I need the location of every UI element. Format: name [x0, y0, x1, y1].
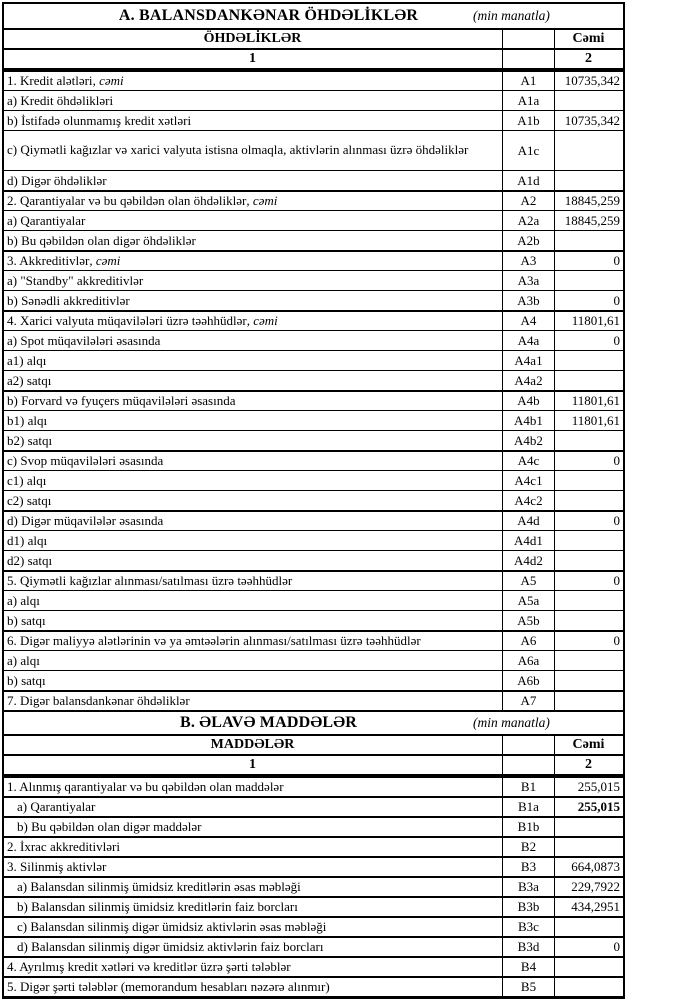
row-label: b1) alqı [4, 411, 503, 430]
row-label: c) Balansdan silinmiş digər ümidsiz aktivlərin əsas məbləği [4, 918, 503, 936]
section-b-title-row [4, 710, 623, 736]
section-b-column-number-row [4, 756, 623, 776]
table-row [4, 976, 623, 996]
section-a-code-header [503, 30, 555, 48]
row-label: d2) satqı [4, 551, 503, 570]
table-row [4, 130, 623, 170]
row-code: A4a1 [503, 351, 555, 370]
row-code: B5 [503, 978, 555, 996]
table-row [4, 956, 623, 976]
table-row [4, 670, 623, 690]
table-row [4, 836, 623, 856]
row-code: A7 [503, 692, 555, 710]
row-code: A6b [503, 671, 555, 690]
row-label: 6. Digər maliyyə alətlərinin və ya əmtəələrin alınması/satılması üzrə təəhhüdlər [4, 632, 503, 650]
row-total-value: 0 [613, 332, 620, 348]
row-total-value [555, 531, 623, 550]
row-code: A3b [503, 291, 555, 310]
row-code: A4d [503, 512, 555, 530]
row-code: B3b [503, 898, 555, 916]
row-label: b) Balansdan silinmiş ümidsiz kreditlərin faiz borcları [4, 898, 503, 916]
table-row [4, 250, 623, 270]
table-row [4, 936, 623, 956]
section-b-code-col-num [503, 756, 555, 774]
row-code: B1a [503, 798, 555, 816]
table-row [4, 450, 623, 470]
table-row [4, 350, 623, 370]
row-label: 7. Digər balansdankənar öhdəliklər [4, 692, 503, 710]
row-total-value: 10735,342 [564, 112, 620, 128]
row-code: A4c2 [503, 491, 555, 510]
table-row [4, 796, 623, 816]
row-total-value [555, 838, 623, 856]
row-total-value: 18845,259 [564, 193, 620, 208]
row-total-value [555, 131, 623, 170]
row-total-value: 434,2951 [571, 899, 620, 914]
row-label: a) "Standby" akkreditivlər [4, 271, 503, 290]
row-label: b) Forvard və fyuçers müqavilələri əsasında [4, 392, 503, 410]
table-row [4, 310, 623, 330]
row-total-value: 0 [613, 939, 620, 954]
row-label: d) Digər öhdəliklər [4, 171, 503, 190]
row-code: A5a [503, 591, 555, 610]
row-total-value: 0 [613, 513, 620, 528]
row-label: 4. Xarici valyuta müqavilələri üzrə təəhhüdlər , cəmi [4, 312, 503, 330]
section-a-unit-note: (min manatla) [473, 8, 550, 23]
row-label: b2) satqı [4, 431, 503, 450]
row-total-value: 255,015 [577, 799, 620, 814]
table-row [4, 816, 623, 836]
table-row [4, 110, 623, 130]
row-code: A1 [503, 72, 555, 90]
table-row [4, 530, 623, 550]
row-total-value: 11801,61 [571, 412, 620, 428]
row-total-value: 18845,259 [564, 212, 620, 228]
row-code: B1 [503, 778, 555, 796]
row-code: A3a [503, 271, 555, 290]
row-code: A2a [503, 211, 555, 230]
table-row [4, 210, 623, 230]
row-label: a1) alqı [4, 351, 503, 370]
offbalance-report-table [2, 2, 625, 999]
row-label: 4. Ayrılmış kredit xətləri və kreditlər üzrə şərti tələblər [4, 958, 503, 976]
row-label: a) Balansdan silinmiş ümidsiz kreditlərin əsas məbləği [4, 878, 503, 896]
row-code: A6 [503, 632, 555, 650]
section-b-total-header: Cəmi [572, 737, 605, 752]
row-code: A4d2 [503, 551, 555, 570]
row-label: b) İstifadə olunmamış kredit xətləri [4, 111, 503, 130]
row-code: A5 [503, 572, 555, 590]
table-row [4, 630, 623, 650]
section-a-code-col-num [503, 50, 555, 68]
row-total-value [555, 611, 623, 630]
table-row [4, 650, 623, 670]
table-row [4, 776, 623, 796]
row-total-value: 11801,61 [571, 393, 620, 408]
row-label: a) Qarantiyalar [4, 211, 503, 230]
section-a-items-header: ÖHDƏLİKLƏR [4, 30, 503, 48]
section-a-column-header-row [4, 30, 623, 50]
row-total-value [555, 651, 623, 670]
row-label: 3. Silinmiş aktivlər [4, 858, 503, 876]
table-row [4, 430, 623, 450]
section-a-title: A. BALANSDANKƏNAR ÖHDƏLİKLƏR [118, 7, 419, 24]
row-code: B1b [503, 818, 555, 836]
row-total-value [555, 471, 623, 490]
section-b-title: B. ƏLAVƏ MADDƏLƏR [179, 714, 358, 731]
row-label: c1) alqı [4, 471, 503, 490]
row-code: A2 [503, 192, 555, 210]
table-row [4, 370, 623, 390]
row-code: A4b [503, 392, 555, 410]
row-label-italic-suffix: , cəmi [89, 253, 121, 268]
row-code: A6a [503, 651, 555, 670]
row-code: B3c [503, 918, 555, 936]
table-row [4, 856, 623, 876]
row-label: b) Bu qəbildən olan digər maddələr [4, 818, 503, 836]
row-total-value [555, 918, 623, 936]
section-b-items-header: MADDƏLƏR [4, 736, 503, 754]
row-label: c) Svop müqavilələri əsasında [4, 452, 503, 470]
row-label: 1. Alınmış qarantiyalar və bu qəbildən olan maddələr [4, 778, 503, 796]
row-code: A5b [503, 611, 555, 630]
row-total-value: 0 [613, 453, 620, 468]
row-total-value [555, 551, 623, 570]
row-label: 5. Digər şərti tələblər (memorandum hesabları nəzərə alınmır) [4, 978, 503, 996]
row-code: A1a [503, 91, 555, 110]
section-b-rows [4, 776, 623, 996]
row-total-value [555, 271, 623, 290]
row-label: d) Balansdan silinmiş digər ümidsiz aktivlərin faiz borcları [4, 938, 503, 956]
table-row [4, 470, 623, 490]
section-a-rows [4, 70, 623, 710]
section-a-item-col-num: 1 [4, 50, 503, 68]
table-row [4, 290, 623, 310]
row-total-value: 10735,342 [564, 73, 620, 88]
row-label: c) Qiymətli kağızlar və xarici valyuta istisna olmaqla, aktivlərin alınması üzrə öhdəliklər [4, 131, 503, 170]
row-total-value [555, 91, 623, 110]
row-label: 1. Kredit alətləri , cəmi [4, 72, 503, 90]
row-code: B3d [503, 938, 555, 956]
table-row [4, 510, 623, 530]
row-label: b) satqı [4, 671, 503, 690]
section-a-column-number-row [4, 50, 623, 70]
table-row [4, 550, 623, 570]
row-total-value: 664,0873 [571, 859, 620, 874]
row-total-value: 0 [613, 633, 620, 648]
table-row [4, 690, 623, 710]
table-row [4, 896, 623, 916]
row-code: A4c [503, 452, 555, 470]
row-label: a) Spot müqavilələri əsasında [4, 331, 503, 350]
row-code: B2 [503, 838, 555, 856]
table-row [4, 90, 623, 110]
section-b-column-header-row [4, 736, 623, 756]
table-row [4, 490, 623, 510]
table-row [4, 330, 623, 350]
table-row [4, 230, 623, 250]
row-code: A2b [503, 231, 555, 250]
section-b-total-col-num: 2 [585, 757, 592, 772]
table-row [4, 190, 623, 210]
section-b-code-header [503, 736, 555, 754]
row-total-value: 0 [613, 573, 620, 588]
row-label: b) Bu qəbildən olan digər öhdəliklər [4, 231, 503, 250]
section-b-item-col-num: 1 [4, 756, 503, 774]
row-total-value [555, 491, 623, 510]
section-a-total-header: Cəmi [572, 31, 605, 46]
row-total-value [555, 671, 623, 690]
row-total-value [555, 231, 623, 250]
row-total-value [555, 171, 623, 190]
row-label: c2) satqı [4, 491, 503, 510]
row-label: a) alqı [4, 651, 503, 670]
table-row [4, 270, 623, 290]
row-label: d1) alqı [4, 531, 503, 550]
row-label: 5. Qiymətli kağızlar alınması/satılması üzrə təəhhüdlər [4, 572, 503, 590]
table-row [4, 610, 623, 630]
table-row [4, 70, 623, 90]
row-total-value [555, 692, 623, 710]
row-code: A4a [503, 331, 555, 350]
section-a-total-col-num: 2 [585, 51, 592, 66]
row-total-value [555, 371, 623, 390]
row-code: A4b1 [503, 411, 555, 430]
table-row [4, 876, 623, 896]
section-b-unit-note: (min manatla) [473, 715, 550, 730]
row-total-value: 11801,61 [571, 313, 620, 328]
table-row [4, 916, 623, 936]
row-label: d) Digər müqavilələr əsasında [4, 512, 503, 530]
table-row [4, 410, 623, 430]
row-label: a2) satqı [4, 371, 503, 390]
row-label: 2. Qarantiyalar və bu qəbildən olan öhdəliklər , cəmi [4, 192, 503, 210]
row-code: A4b2 [503, 431, 555, 450]
row-total-value: 0 [613, 292, 620, 308]
table-row [4, 170, 623, 190]
row-code: A3 [503, 252, 555, 270]
row-label: a) Kredit öhdəlikləri [4, 91, 503, 110]
row-total-value [555, 818, 623, 836]
row-code: A1b [503, 111, 555, 130]
row-total-value [555, 351, 623, 370]
row-label: a) alqı [4, 591, 503, 610]
row-label-italic-suffix: , cəmi [246, 313, 278, 328]
row-total-value: 0 [613, 253, 620, 268]
row-code: A4d1 [503, 531, 555, 550]
row-label: b) satqı [4, 611, 503, 630]
row-code: A1d [503, 171, 555, 190]
row-code: A1c [503, 131, 555, 170]
row-total-value: 255,015 [577, 779, 620, 794]
row-total-value: 229,7922 [571, 879, 620, 894]
row-code: A4c1 [503, 471, 555, 490]
table-row [4, 590, 623, 610]
row-label: 2. İxrac akkreditivləri [4, 838, 503, 856]
table-row [4, 390, 623, 410]
row-total-value [555, 978, 623, 996]
row-total-value [555, 958, 623, 976]
row-code: B3 [503, 858, 555, 876]
row-code: A4 [503, 312, 555, 330]
row-code: B3a [503, 878, 555, 896]
row-total-value [555, 431, 623, 450]
row-label: a) Qarantiyalar [4, 798, 503, 816]
row-label: b) Sənədli akkreditivlər [4, 291, 503, 310]
row-label-italic-suffix: , cəmi [246, 193, 278, 208]
row-total-value [555, 591, 623, 610]
row-label-italic-suffix: , cəmi [92, 73, 124, 88]
row-code: A4a2 [503, 371, 555, 390]
row-label: 3. Akkreditivlər , cəmi [4, 252, 503, 270]
table-row [4, 570, 623, 590]
section-a-title-row [4, 4, 623, 30]
row-code: B4 [503, 958, 555, 976]
